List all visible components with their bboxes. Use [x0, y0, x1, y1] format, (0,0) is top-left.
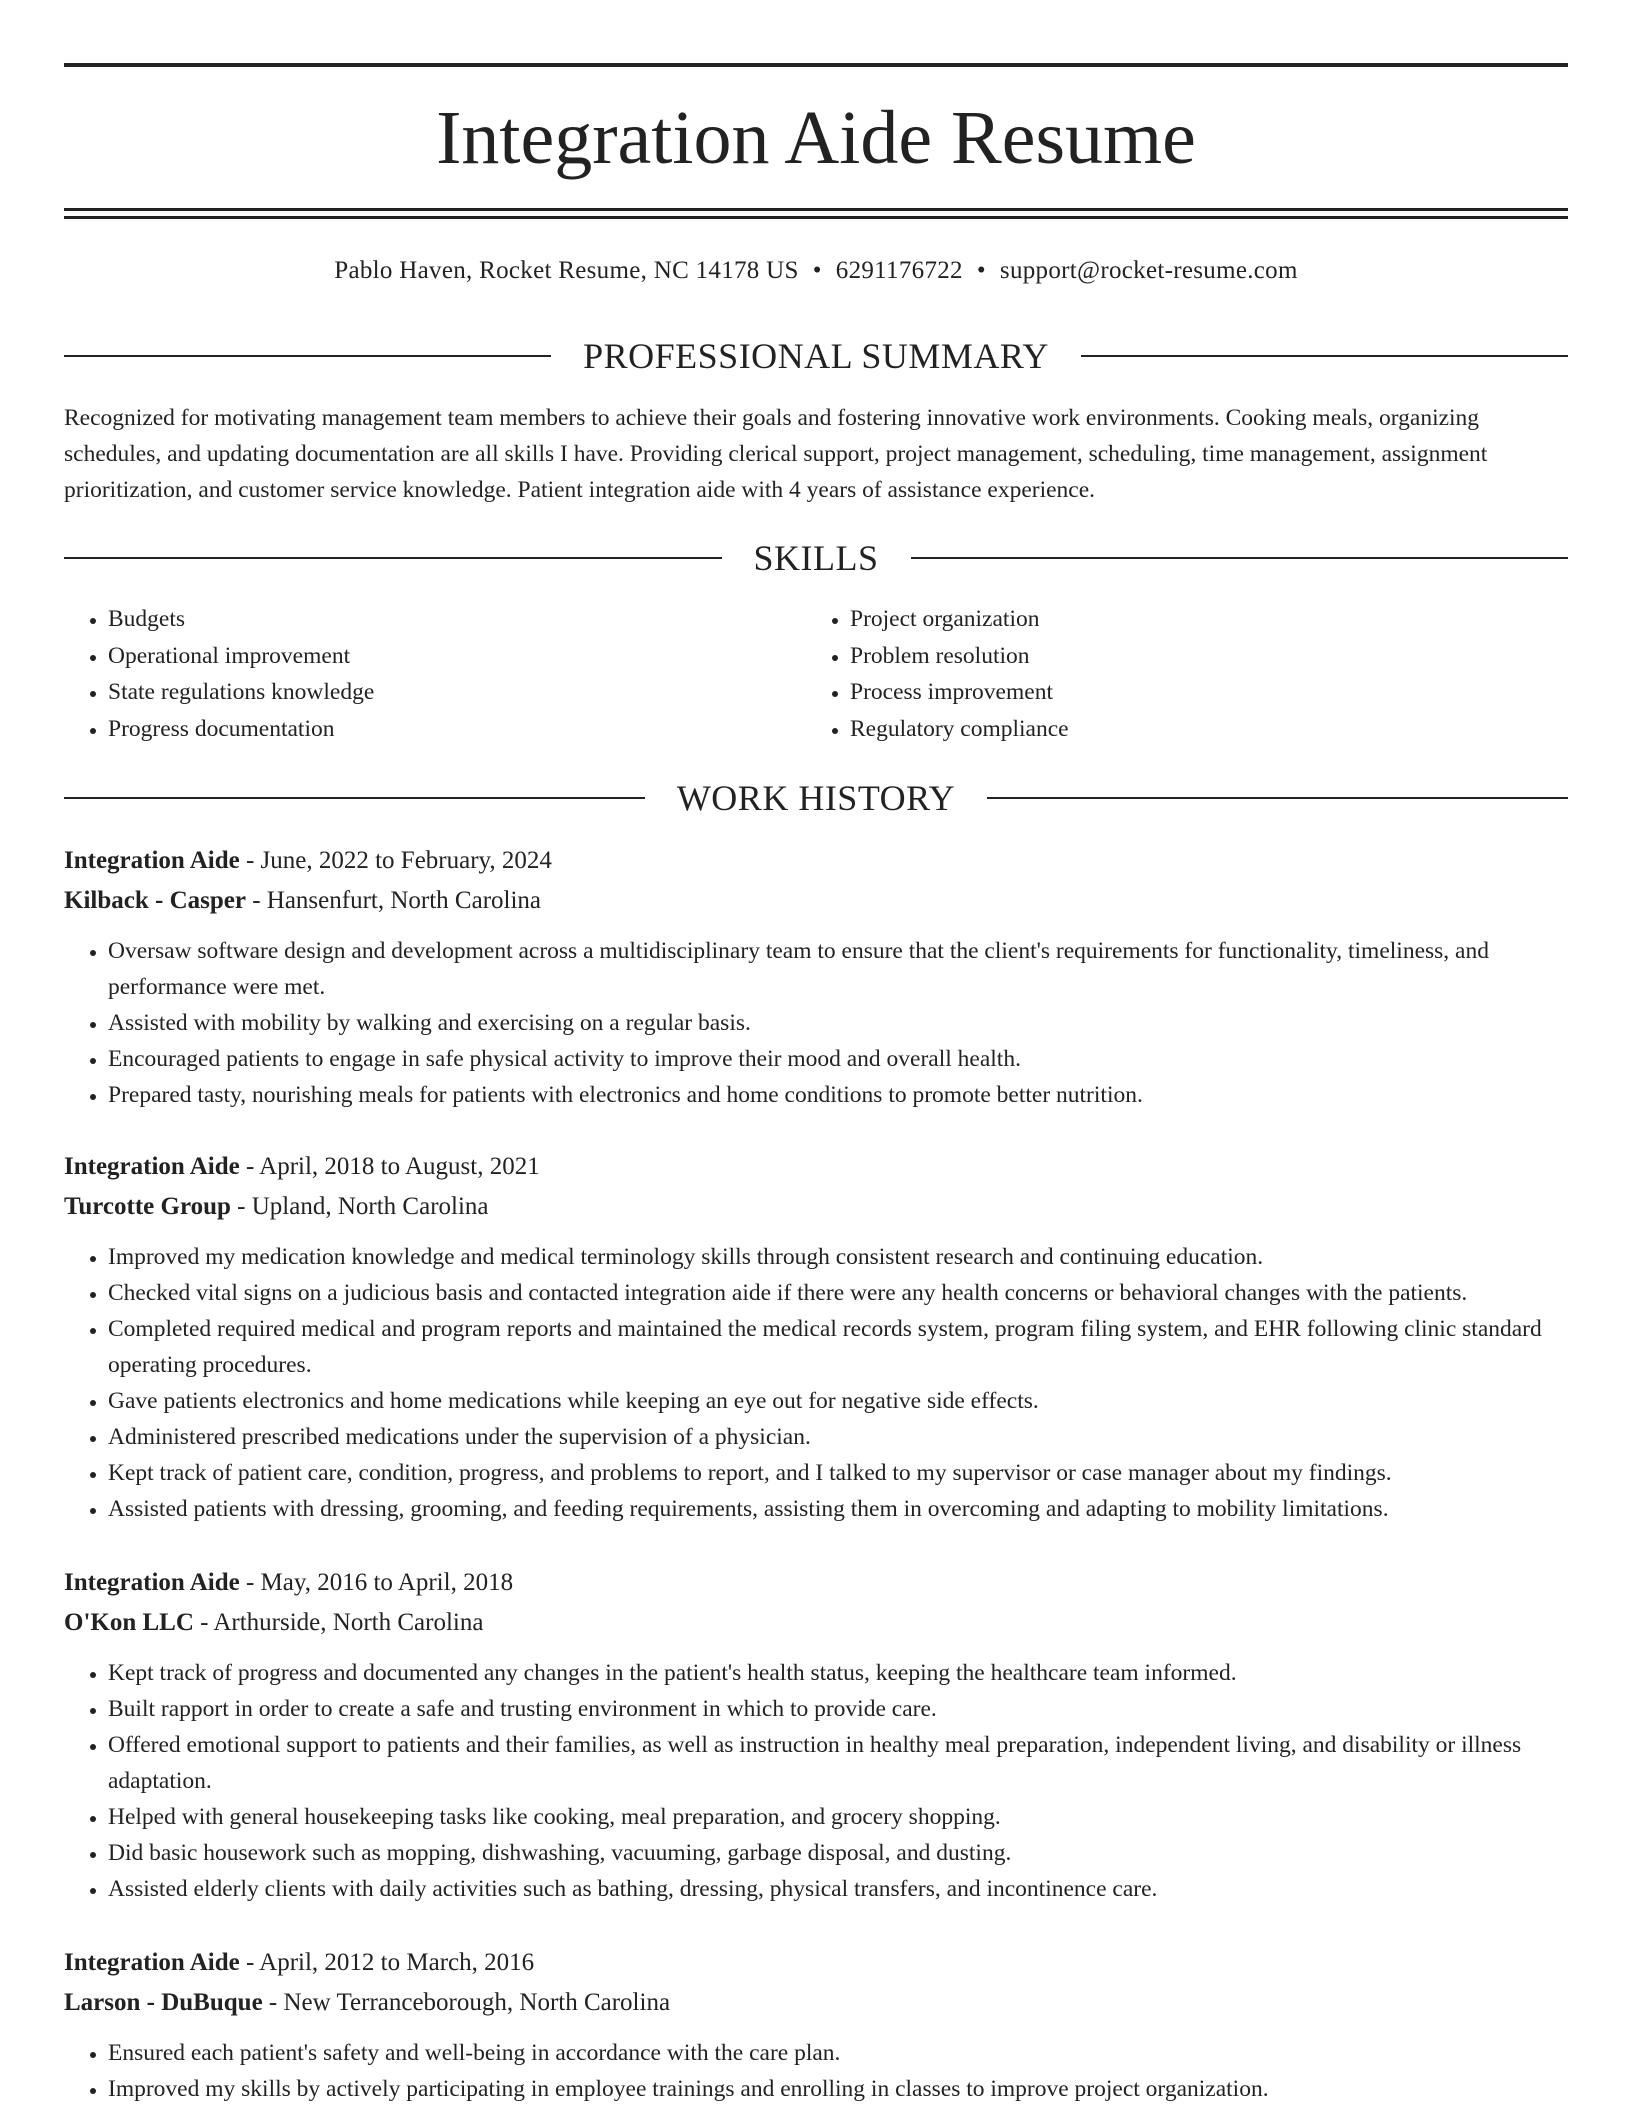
- job-bullets: [64, 1239, 1568, 1527]
- job-bullet: • Did basic housework such as mopping, dishwashing, vacuuming, garbage disposal, and dusting.: [108, 1835, 1568, 1871]
- job-title-line: [64, 841, 1568, 881]
- heading-rule-left: [64, 557, 722, 559]
- job-entry: [64, 1563, 1568, 1907]
- job-dates: - April, 2018 to August, 2021: [239, 1153, 540, 1180]
- skill-item: • Project organization: [850, 601, 1548, 638]
- job-bullet: • Ensured each patient's safety and well-being in accordance with the care plan.: [108, 2035, 1568, 2071]
- job-title: Integration Aide: [64, 1949, 240, 1976]
- job-bullet: • Completed required medical and program reports and maintained the medical records system, program filing system, and EHR following clinic standard operating procedures.: [108, 1311, 1568, 1383]
- job-bullets: [64, 2035, 1568, 2107]
- job-bullet: • Checked vital signs on a judicious basis and contacted integration aide if there were any health concerns or behavioral changes with the patients.: [108, 1275, 1568, 1311]
- job-title-line: [64, 1563, 1568, 1603]
- job-bullet: • Offered emotional support to patients and their families, as well as instruction in healthy meal preparation, independent living, and disability or illness adaptation.: [108, 1727, 1568, 1799]
- job-title-line: [64, 1147, 1568, 1187]
- job-bullet: • Improved my medication knowledge and medical terminology skills through consistent research and continuing education.: [108, 1239, 1568, 1275]
- summary-section-heading: [64, 334, 1568, 378]
- job-bullet: • Assisted patients with dressing, grooming, and feeding requirements, assisting them in overcoming and adapting to mobility limitations.: [108, 1491, 1568, 1527]
- job-bullet: • Assisted elderly clients with daily activities such as bathing, dressing, physical transfers, and incontinence care.: [108, 1871, 1568, 1907]
- job-bullet: • Administered prescribed medications under the supervision of a physician.: [108, 1419, 1568, 1455]
- job-bullet: • Helped with general housekeeping tasks like cooking, meal preparation, and grocery shopping.: [108, 1799, 1568, 1835]
- skill-item: • Regulatory compliance: [850, 711, 1548, 748]
- job-title: Integration Aide: [64, 847, 240, 874]
- heading-rule-right: [1081, 355, 1568, 357]
- job-company: Larson - DuBuque: [64, 1989, 263, 2016]
- skill-item: • Budgets: [108, 601, 806, 638]
- skill-item: • Process improvement: [850, 674, 1548, 711]
- skills-list: [64, 601, 1568, 747]
- top-rule: [64, 63, 1568, 67]
- skills-column-right: [806, 601, 1548, 747]
- title-rule-upper: [64, 208, 1568, 211]
- skills-heading-label: SKILLS: [753, 538, 879, 578]
- job-entry: [64, 1147, 1568, 1527]
- heading-rule-right: [987, 797, 1568, 799]
- skills-column-left: [64, 601, 806, 747]
- job-location: - New Terranceborough, North Carolina: [262, 1989, 671, 2016]
- summary-text: Recognized for motivating management team members to achieve their goals and fostering innovative work environments. Cooking meals, organizing schedules, and updating documentation are all skills I have. Providing clerical support, project management, scheduling, time management, assignment prioritization, and customer service knowledge. Patient integration aide with 4 years of assistance experience.: [64, 405, 1488, 503]
- contact-phone: 6291176722: [835, 257, 963, 284]
- job-bullets: [64, 1655, 1568, 1907]
- job-bullet: • Encouraged patients to engage in safe physical activity to improve their mood and overall health.: [108, 1041, 1568, 1077]
- skill-item: • Progress documentation: [108, 711, 806, 748]
- contact-separator: •: [812, 257, 822, 284]
- job-dates: - April, 2012 to March, 2016: [239, 1949, 535, 1976]
- job-location: - Upland, North Carolina: [230, 1193, 489, 1220]
- resume-title: Integration Aide Resume: [436, 96, 1196, 180]
- heading-rule-left: [64, 797, 645, 799]
- heading-rule-right: [911, 557, 1569, 559]
- job-entry: [64, 841, 1568, 1113]
- job-company-line: [64, 1603, 1568, 1643]
- job-title-line: [64, 1943, 1568, 1983]
- job-location: - Arthurside, North Carolina: [193, 1609, 484, 1636]
- job-title: Integration Aide: [64, 1569, 240, 1596]
- job-bullets: [64, 933, 1568, 1113]
- job-company: O'Kon LLC: [64, 1609, 194, 1636]
- contact-line: [64, 254, 1568, 288]
- contact-separator: •: [976, 257, 986, 284]
- skills-section-heading: [64, 536, 1568, 580]
- work-heading-label: WORK HISTORY: [676, 778, 956, 818]
- job-company-line: [64, 1983, 1568, 2023]
- skill-item: • Operational improvement: [108, 638, 806, 675]
- contact-email: support@rocket-resume.com: [999, 257, 1298, 284]
- job-bullet: • Improved my skills by actively participating in employee trainings and enrolling in classes to improve project organization.: [108, 2071, 1568, 2107]
- work-section-heading: [64, 776, 1568, 820]
- contact-address: Pablo Haven, Rocket Resume, NC 14178 US: [334, 257, 799, 284]
- job-entry: [64, 1943, 1568, 2107]
- job-bullet: • Assisted with mobility by walking and exercising on a regular basis.: [108, 1005, 1568, 1041]
- skill-item: • State regulations knowledge: [108, 674, 806, 711]
- job-location: - Hansenfurt, North Carolina: [245, 887, 542, 914]
- title-rule-lower: [64, 216, 1568, 219]
- skill-item: • Problem resolution: [850, 638, 1548, 675]
- job-dates: - June, 2022 to February, 2024: [239, 847, 552, 874]
- job-company: Turcotte Group: [64, 1193, 231, 1220]
- summary-heading-label: PROFESSIONAL SUMMARY: [583, 336, 1049, 376]
- heading-rule-left: [64, 355, 551, 357]
- job-company: Kilback - Casper: [64, 887, 246, 914]
- job-bullet: • Oversaw software design and development across a multidisciplinary team to ensure that the client's requirements for functionality, timeliness, and performance were met.: [108, 933, 1568, 1005]
- job-bullet: • Prepared tasty, nourishing meals for patients with electronics and home conditions to promote better nutrition.: [108, 1077, 1568, 1113]
- job-bullet: • Kept track of patient care, condition, progress, and problems to report, and I talked to my supervisor or case manager about my findings.: [108, 1455, 1568, 1491]
- job-dates: - May, 2016 to April, 2018: [239, 1569, 514, 1596]
- job-company-line: [64, 881, 1568, 921]
- job-company-line: [64, 1187, 1568, 1227]
- job-title: Integration Aide: [64, 1153, 240, 1180]
- job-bullet: • Built rapport in order to create a safe and trusting environment in which to provide care.: [108, 1691, 1568, 1727]
- job-bullet: • Kept track of progress and documented any changes in the patient's health status, keeping the healthcare team informed.: [108, 1655, 1568, 1691]
- job-bullet: • Gave patients electronics and home medications while keeping an eye out for negative side effects.: [108, 1383, 1568, 1419]
